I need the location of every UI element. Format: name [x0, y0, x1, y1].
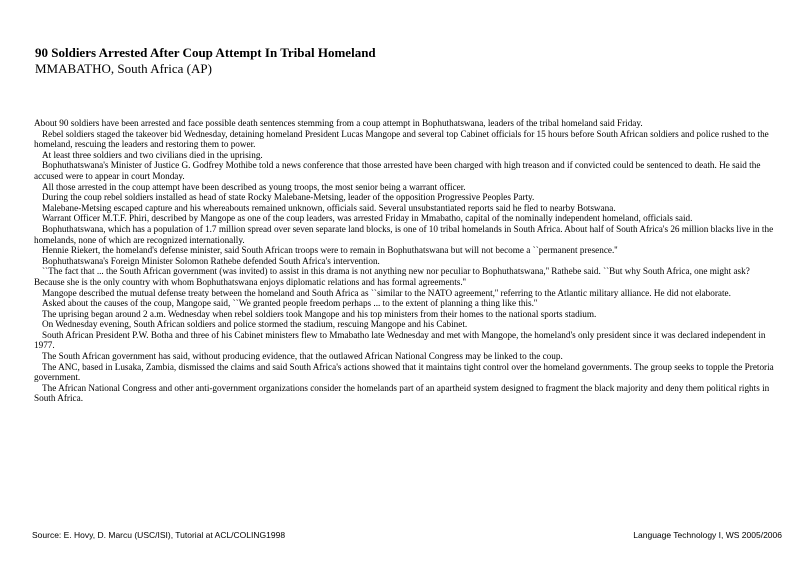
- article-paragraph: Malebane-Metsing escaped capture and his whereabouts remained unknown, officials said. Several unsubstantiated reports said he fled to nearby Botswana.: [42, 202, 616, 213]
- article-title: 90 Soldiers Arrested After Coup Attempt In Tribal Homeland: [35, 45, 376, 60]
- article-paragraph: ``The fact that ... the South African government (was invited) to assist in this drama is not anything new nor peculiar to Bophuthatswana,'' Rathebe said. ``But why South Africa, one might ask? Because she is the only country with whom Bophuthatswana enjoys diplomatic relations and has formal agreements.'': [34, 266, 750, 287]
- article-paragraph: The African National Congress and other anti-government organizations consider the homelands part of an apartheid system designed to fragment the black majority and deny them political rights in South Africa.: [34, 382, 770, 404]
- article-paragraph: About 90 soldiers have been arrested and face possible death sentences stemming from a coup attempt in Bophuthatswana, leaders of the tribal homeland said Friday.: [34, 118, 643, 128]
- article-paragraph: The uprising began around 2 a.m. Wednesday when rebel soldiers took Mangope and his top ministers from their homes to the national sports stadium.: [42, 308, 597, 319]
- article-paragraph: The ANC, based in Lusaka, Zambia, dismissed the claims and said South Africa's actions showed that it maintains tight control over the homeland governments. The group seeks to topple the Pretoria government.: [34, 361, 774, 383]
- article-header: [35, 45, 775, 77]
- article-paragraph: Asked about the causes of the coup, Mangope said, ``We granted people freedom perhaps ... to the extent of planning a thing like this.'': [42, 298, 538, 309]
- article-paragraph: Bophuthatswana's Minister of Justice G. Godfrey Mothibe told a news conference that those arrested have been charged with high treason and if convicted could be sentenced to death. He said the accused were to appear in court Monday.: [34, 160, 761, 181]
- article-paragraph: Mangope described the mutual defense treaty between the homeland and South Africa as ``similar to the NATO agreement,'' referring to the Atlantic military alliance. He did not elaborate.: [42, 287, 731, 298]
- article-dateline: MMABATHO, South Africa (AP): [35, 61, 212, 76]
- article-paragraph: During the coup rebel soldiers installed as head of state Rocky Malebane-Metsing, leader of the opposition Progressive Peoples Party.: [42, 192, 535, 203]
- footer-source: Source: E. Hovy, D. Marcu (USC/ISI), Tutorial at ACL/COLING1998: [32, 530, 286, 540]
- article-paragraph: Bophuthatswana's Foreign Minister Solomon Rathebe defended South Africa's intervention.: [42, 255, 380, 266]
- article-paragraph: All those arrested in the coup attempt have been described as young troops, the most senior being a warrant officer.: [42, 181, 466, 192]
- article-paragraph: South African President P.W. Botha and three of his Cabinet ministers flew to Mmabatho late Wednesday and met with Mangope, the homeland's only president since it was declared independent in 1977.: [34, 329, 766, 351]
- article-paragraph: At least three soldiers and two civilians died in the uprising.: [42, 149, 263, 160]
- article-body: [34, 118, 776, 404]
- article-paragraph: Bophuthatswana, which has a population of 1.7 million spread over seven separate land blocks, is one of 10 tribal homelands in South Africa. About half of South Africa's 26 million blacks live in the homelands, none of which are recognized internationally.: [34, 223, 774, 245]
- footer-course: Language Technology I, WS 2005/2006: [633, 530, 782, 540]
- article-paragraph: Warrant Officer M.T.F. Phiri, described by Mangope as one of the coup leaders, was arrested Friday in Mmabatho, capital of the nominally independent homeland, officials said.: [42, 213, 693, 224]
- article-paragraph: The South African government has said, without producing evidence, that the outlawed African National Congress may be linked to the coup.: [42, 351, 563, 362]
- article-paragraph: Hennie Riekert, the homeland's defense minister, said South African troops were to remain in Bophuthatswana but will not become a ``permanent presence.'': [42, 245, 618, 256]
- article-paragraph: Rebel soldiers staged the takeover bid Wednesday, detaining homeland President Lucas Mangope and several top Cabinet officials for 15 hours before South African soldiers and police rushed to the homeland, rescuing the leaders and restoring them to power.: [34, 128, 769, 150]
- article-paragraph: On Wednesday evening, South African soldiers and police stormed the stadium, rescuing Mangope and his Cabinet.: [42, 319, 468, 330]
